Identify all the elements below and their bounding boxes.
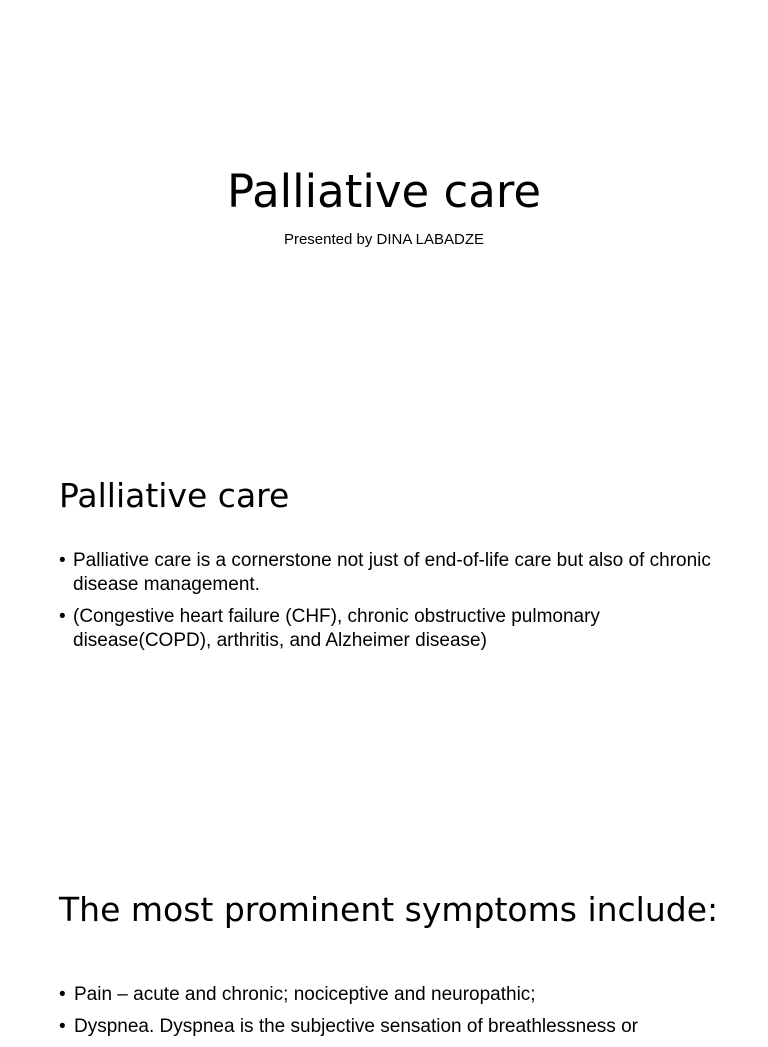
bullet-icon: • [59,984,66,1005]
content-slide-palliative-care [0,432,768,864]
presentation-title: Palliative care [226,165,542,218]
list-item [59,605,719,653]
slide-heading: Palliative care [59,476,290,515]
list-item [59,549,719,597]
bullet-icon: • [59,550,66,571]
bullet-text: Dyspnea. Dyspnea is the subjective sensation of breathlessness or [74,1016,638,1037]
list-item [59,1015,719,1039]
bullet-icon: • [59,1016,66,1037]
bullet-text: (Congestive heart failure (CHF), chronic obstructive pulmonary disease(COPD), arthritis, and Alzheimer disease) [73,606,600,651]
presenter-subtitle: Presented by DINA LABADZE [283,231,485,248]
content-slide-symptoms [0,864,768,1037]
slide-heading: The most prominent symptoms include: [59,890,719,929]
bullet-text: Pain – acute and chronic; nociceptive and neuropathic; [74,984,536,1005]
bullet-text: Palliative care is a cornerstone not just of end-of-life care but also of chronic disease management. [73,550,711,595]
bullet-list [59,983,719,1047]
bullet-icon: • [59,606,66,627]
list-item [59,983,719,1007]
bullet-list [59,549,719,661]
title-slide [0,0,768,432]
